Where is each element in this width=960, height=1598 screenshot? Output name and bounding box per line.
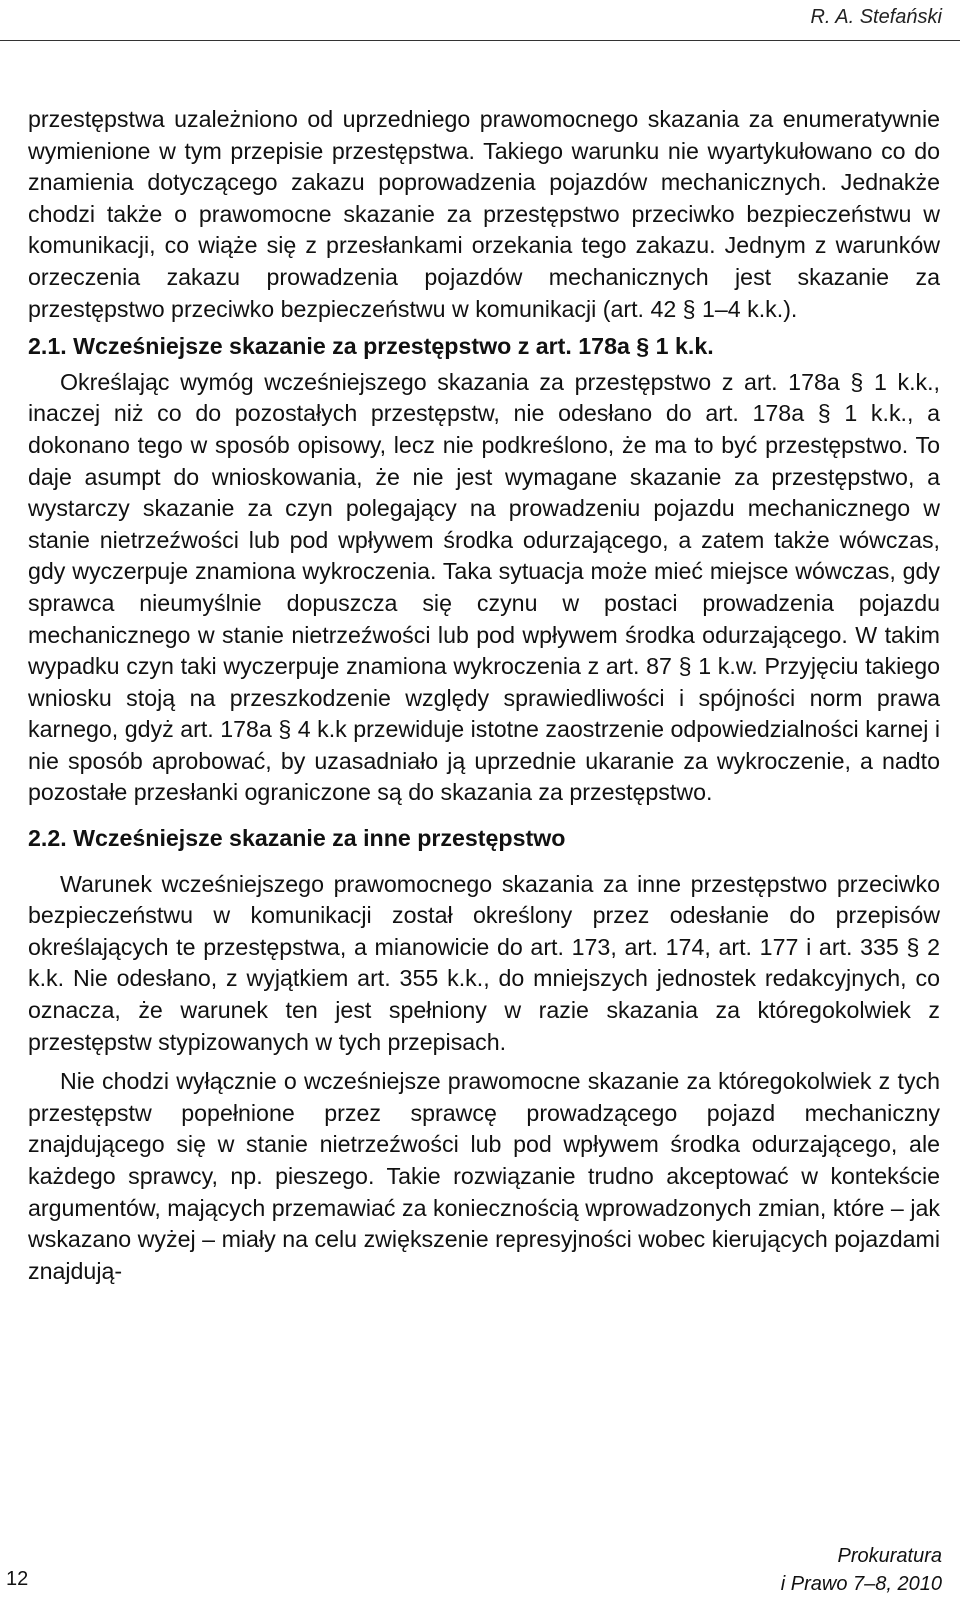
running-header: R. A. Stefański	[810, 6, 942, 28]
page-content	[28, 104, 940, 1287]
paragraph-1: przestępstwa uzależniono od uprzedniego prawomocnego skazania za enumeratywnie wymienione w tym przepisie przestępstwa. Takiego warunku nie wyartykułowano co do znamienia dotyczącego zakazu poprowadzenia pojazdów mechanicznych. Jednakże chodzi także o prawomocne skazanie za przestępstwo przeciwko bezpieczeństwu w komunikacji, co wiąże się z przesłankami orzekania tego zakazu. Jednym z warunków orzeczenia zakazu prowadzenia pojazdów mechanicznych jest skazanie za przestępstwo przeciwko bezpieczeństwu w komunikacji (art. 42 § 1–4 k.k.).	[28, 106, 940, 322]
paragraph-3: Warunek wcześniejszego prawomocnego skazania za inne przestępstwo przeciwko bezpieczeństwu w komunikacji został określony przez odesłanie do przepisów określających te przestępstwa, a mianowicie do art. 173, art. 174, art. 177 i art. 335 § 2 k.k. Nie odesłano, z wyjątkiem art. 355 k.k., do mniejszych jednostek redakcyjnych, co oznacza, że warunek ten jest spełniony w razie skazania za któregokolwiek z przestępstw stypizowanych w tych przepisach.	[28, 870, 940, 1055]
page-number: 12	[6, 1568, 29, 1590]
paragraph-2: Określając wymóg wcześniejszego skazania za przestępstwo z art. 178a § 1 k.k., inaczej niż co do pozostałych przestępstw, nie odesłano do art. 178a § 1 k.k., a dokonano tego w sposób opisowy, lecz nie podkreślono, że ma to być przestępstwo. To daje asumpt do wnioskowania, że nie jest wymagane skazanie za przestępstwo, a wystarczy skazanie za czyn polegający na prowadzeniu pojazdu mechanicznego w stanie nietrzeźwości lub pod wpływem środka odurzającego, a zatem także wówczas, gdy wyczerpuje znamiona wykroczenia. Taka sytuacja może mieć miejsce wówczas, gdy sprawca nieumyślnie dopuszcza się czynu w postaci prowadzenia pojazdu mechanicznego w stanie nietrzeźwości lub pod wpływem środka odurzającego. W takim wypadku czyn taki wyczerpuje znamiona wykroczenia z art. 87 § 1 k.w. Przyjęciu takiego wniosku stoją na przeszkodzenie względy sprawiedliwości i spójności norm prawa karnego, gdyż art. 178a § 4 k.k przewiduje istotne zaostrzenie odpowiedzialności karnej i nie sposób aprobować, by uzasadniało ją uprzednie ukaranie za wykroczenie, a nadto pozostałe przesłanki ograniczone są do skazania za przestępstwo.	[28, 368, 940, 806]
journal-issue: i Prawo 7–8, 2010	[780, 1573, 942, 1595]
journal-name: Prokuratura	[837, 1545, 942, 1567]
journal-footer	[722, 1542, 942, 1598]
section-heading-2-2: 2.2. Wcześniejsze skazanie za inne przestępstwo	[28, 825, 566, 852]
paragraph-4: Nie chodzi wyłącznie o wcześniejsze prawomocne skazanie za któregokolwiek z tych przestępstw popełnione przez sprawcę prowadzącego pojazd mechaniczny znajdującego się w stanie nietrzeźwości lub pod wpływem środka odurzającego, ale każdego sprawcy, np. pieszego. Takie rozwiązanie trudno akceptować w kontekście argumentów, mających przemawiać za koniecznością wprowadzonych zmian, które – jak wskazano wyżej – miały na celu zwiększenie represyjności wobec kierujących pojazdami znajdują-	[28, 1068, 940, 1284]
section-heading-2-1: 2.1. Wcześniejsze skazanie za przestępstwo z art. 178a § 1 k.k.	[28, 333, 714, 360]
header-rule	[0, 40, 960, 41]
